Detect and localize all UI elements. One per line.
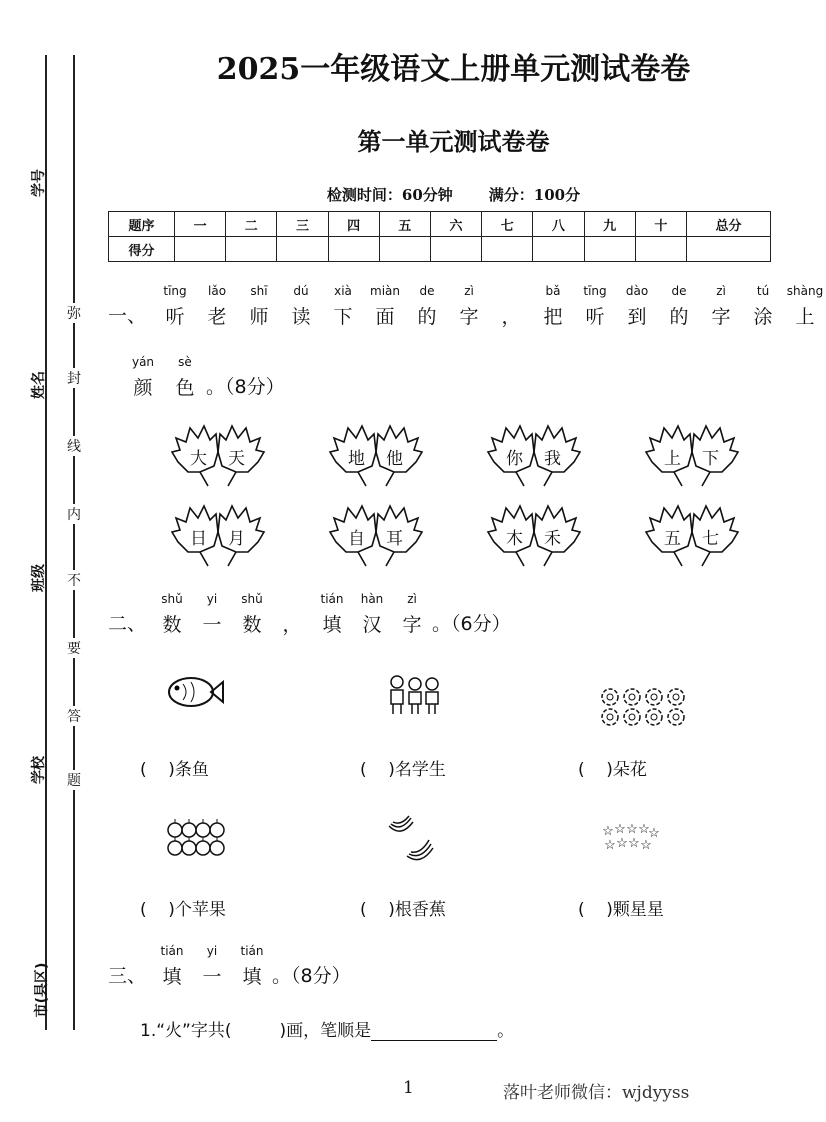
count-answer-item[interactable]: ( )个苹果 xyxy=(140,900,226,920)
leaf-char[interactable]: 禾 xyxy=(544,529,561,549)
count-answer-item[interactable]: ( )根香蕉 xyxy=(360,900,446,920)
bananas-picture xyxy=(385,812,440,864)
leaf-char[interactable]: 下 xyxy=(702,449,719,469)
leaf-char[interactable]: 大 xyxy=(190,449,207,469)
hanzi: 字 xyxy=(711,306,731,328)
section-1-heading-cont xyxy=(122,355,285,399)
pinyin-char xyxy=(152,944,192,988)
score-cell[interactable] xyxy=(533,237,584,262)
pinyin-char xyxy=(392,592,432,636)
question-text: 。 xyxy=(497,1021,515,1041)
pinyin: tīng xyxy=(583,284,607,298)
hanzi: 色 xyxy=(175,377,195,399)
section-number: 二、 xyxy=(108,613,147,635)
leaf-icon xyxy=(486,502,582,572)
score-cell[interactable] xyxy=(226,237,277,262)
svg-text:☆: ☆ xyxy=(638,822,650,837)
score-cell[interactable] xyxy=(175,237,226,262)
leaf-char[interactable]: 地 xyxy=(348,449,365,469)
pinyin: de xyxy=(419,284,435,298)
leaf-char[interactable]: 五 xyxy=(664,529,681,549)
pinyin-char xyxy=(406,284,448,328)
score-table xyxy=(108,211,771,262)
student-field-label: 班级 xyxy=(31,564,47,592)
student-field-label: 姓名 xyxy=(31,371,47,399)
hanzi: 数 xyxy=(242,614,262,636)
hanzi: 颜 xyxy=(133,377,153,399)
leaf-pair[interactable] xyxy=(486,422,582,492)
pinyin: lǎo xyxy=(208,284,227,298)
svg-text:☆: ☆ xyxy=(628,836,640,851)
pinyin-char xyxy=(196,284,238,328)
leaf-char[interactable]: 日 xyxy=(190,529,207,549)
pinyin: tú xyxy=(756,284,770,298)
row-label: 得分 xyxy=(109,237,175,262)
leaf-icon xyxy=(328,502,424,572)
seal-line-char: 弥 xyxy=(65,303,83,323)
table-header-cell: 八 xyxy=(533,212,584,237)
table-header-cell: 题序 xyxy=(109,212,175,237)
pinyin: dào xyxy=(625,284,649,298)
pinyin-char xyxy=(122,355,164,399)
leaf-char[interactable]: 月 xyxy=(228,529,245,549)
leaf-icon xyxy=(486,422,582,492)
pinyin-char xyxy=(238,284,280,328)
leaf-char[interactable]: 天 xyxy=(228,449,245,469)
pinyin: bǎ xyxy=(545,284,561,298)
pinyin: de xyxy=(671,284,687,298)
score-cell[interactable] xyxy=(379,237,430,262)
pinyin-char xyxy=(700,284,742,328)
count-answer-item[interactable]: ( )名学生 xyxy=(360,760,446,780)
table-header-cell: 九 xyxy=(584,212,635,237)
question-text: 1.“火”字共( xyxy=(140,1021,232,1041)
score-cell[interactable] xyxy=(430,237,481,262)
pinyin-char xyxy=(312,592,352,636)
question-text: )画，笔顺是 xyxy=(279,1021,372,1041)
pinyin-char xyxy=(192,592,232,636)
leaf-icon xyxy=(328,422,424,492)
hanzi: 听 xyxy=(585,306,605,328)
pinyin: shàng xyxy=(786,284,824,298)
pinyin-char xyxy=(164,355,206,399)
svg-text:☆: ☆ xyxy=(616,836,628,851)
student-field-blank[interactable] xyxy=(40,428,48,548)
section-1-heading xyxy=(108,284,826,328)
hanzi: ， xyxy=(501,306,521,328)
pinyin: shǔ xyxy=(161,592,183,606)
pinyin: sè xyxy=(178,355,192,369)
exam-info xyxy=(0,184,817,205)
hanzi: 数 xyxy=(162,614,182,636)
hanzi: 面 xyxy=(375,306,395,328)
table-header-cell: 总分 xyxy=(687,212,771,237)
student-field-blank[interactable] xyxy=(40,840,48,960)
leaf-pair[interactable] xyxy=(328,502,424,572)
pinyin-char xyxy=(616,284,658,328)
hanzi: ， xyxy=(282,614,302,636)
table-header-cell: 六 xyxy=(430,212,481,237)
table-header-cell: 三 xyxy=(277,212,328,237)
pinyin: yán xyxy=(131,355,155,369)
table-header-cell: 一 xyxy=(175,212,226,237)
score-cell[interactable] xyxy=(687,237,771,262)
table-header-cell: 四 xyxy=(328,212,379,237)
score-cell[interactable] xyxy=(277,237,328,262)
hanzi: 师 xyxy=(249,306,269,328)
pinyin: zì xyxy=(407,592,417,606)
hanzi: 的 xyxy=(669,306,689,328)
leaf-char[interactable]: 我 xyxy=(544,449,561,469)
leaf-char[interactable]: 他 xyxy=(386,449,403,469)
svg-text:☆: ☆ xyxy=(604,838,616,853)
leaf-pair[interactable] xyxy=(170,422,266,492)
leaf-pair[interactable] xyxy=(486,502,582,572)
stroke-order-blank[interactable] xyxy=(371,1019,497,1041)
pinyin-char xyxy=(742,284,784,328)
pinyin: hàn xyxy=(360,592,384,606)
score-cell[interactable] xyxy=(328,237,379,262)
leaf-char[interactable]: 自 xyxy=(348,529,365,549)
pinyin-char xyxy=(448,284,490,328)
pinyin-char xyxy=(574,284,616,328)
leaf-char[interactable]: 七 xyxy=(702,529,719,549)
seal-line-char: 不 xyxy=(65,570,83,590)
seal-line-char: 要 xyxy=(65,638,83,658)
hanzi: 的 xyxy=(417,306,437,328)
pinyin: tián xyxy=(160,944,184,958)
leaf-pair[interactable] xyxy=(644,502,740,572)
footer-note: 落叶老师微信：wjdyyss xyxy=(503,1083,690,1103)
student-field-blank[interactable] xyxy=(40,620,48,740)
pinyin: tīng xyxy=(163,284,187,298)
hanzi: 填 xyxy=(322,614,342,636)
seal-line-char: 答 xyxy=(65,706,83,726)
seal-line-char: 封 xyxy=(65,368,83,388)
pinyin: tián xyxy=(240,944,264,958)
svg-text:☆: ☆ xyxy=(602,824,614,839)
table-header-cell: 七 xyxy=(482,212,533,237)
student-field-blank[interactable] xyxy=(40,235,48,355)
pinyin-char xyxy=(232,592,272,636)
pinyin: shī xyxy=(250,284,268,298)
leaf-char[interactable]: 你 xyxy=(506,449,523,469)
student-field-label: 学号 xyxy=(31,169,47,197)
hanzi: 把 xyxy=(543,306,563,328)
pinyin: zì xyxy=(464,284,474,298)
count-answer-item[interactable]: ( )条鱼 xyxy=(140,760,209,780)
pinyin: zì xyxy=(716,284,726,298)
table-header-cell: 十 xyxy=(635,212,686,237)
count-answer-item[interactable]: ( )朵花 xyxy=(578,760,647,780)
leaf-char[interactable]: 木 xyxy=(506,529,523,549)
svg-text:☆: ☆ xyxy=(640,838,652,853)
pinyin: tián xyxy=(320,592,344,606)
svg-text:☆: ☆ xyxy=(626,822,638,837)
page-number: 1 xyxy=(403,1078,414,1098)
leaf-icon xyxy=(644,502,740,572)
pinyin-char xyxy=(364,284,406,328)
score-cell[interactable] xyxy=(482,237,533,262)
leaf-icon xyxy=(170,422,266,492)
full-score: 满分：100分 xyxy=(488,186,581,204)
pinyin: miàn xyxy=(370,284,400,298)
section-score: 。（6分） xyxy=(432,613,511,635)
hanzi: 一 xyxy=(202,966,222,988)
pinyin: shǔ xyxy=(241,592,263,606)
pinyin: xià xyxy=(334,284,352,298)
unit-title: 第一单元测试卷卷 xyxy=(357,127,550,156)
pinyin-char xyxy=(532,284,574,328)
question-3-1 xyxy=(140,1016,514,1041)
leaf-pair[interactable] xyxy=(170,502,266,572)
pinyin-char xyxy=(152,592,192,636)
seal-line-char: 线 xyxy=(65,436,83,456)
score-cell[interactable] xyxy=(635,237,686,262)
pinyin-char xyxy=(192,944,232,988)
hanzi: 下 xyxy=(333,306,353,328)
pinyin-char xyxy=(490,284,532,328)
leaf-pair[interactable] xyxy=(328,422,424,492)
leaf-icon xyxy=(170,502,266,572)
hanzi: 字 xyxy=(402,614,422,636)
pinyin-char xyxy=(280,284,322,328)
students-picture xyxy=(385,672,445,717)
hanzi: 读 xyxy=(291,306,311,328)
hanzi: 听 xyxy=(165,306,185,328)
hanzi: 老 xyxy=(207,306,227,328)
section-score: 。（8分） xyxy=(206,376,285,398)
section-3-heading xyxy=(108,944,351,988)
hanzi: 到 xyxy=(627,306,647,328)
pinyin-char xyxy=(784,284,826,328)
seal-line-char: 题 xyxy=(65,770,83,790)
leaf-char[interactable]: 耳 xyxy=(386,529,403,549)
apples-picture xyxy=(165,818,225,860)
student-field-label: 市(县区) xyxy=(34,962,50,1018)
pinyin: yi xyxy=(206,592,218,606)
count-answer-item[interactable]: ( )颗星星 xyxy=(578,900,664,920)
score-cell[interactable] xyxy=(584,237,635,262)
pinyin-char xyxy=(272,592,312,636)
leaf-char[interactable]: 上 xyxy=(664,449,681,469)
svg-text:☆: ☆ xyxy=(648,826,660,841)
pinyin-char xyxy=(352,592,392,636)
pinyin: yi xyxy=(206,944,218,958)
pinyin-char xyxy=(658,284,700,328)
section-number: 三、 xyxy=(108,965,147,987)
hanzi: 填 xyxy=(162,966,182,988)
student-field-label: 学校 xyxy=(31,756,47,784)
pinyin-char xyxy=(154,284,196,328)
hanzi: 字 xyxy=(459,306,479,328)
svg-text:☆: ☆ xyxy=(614,822,626,837)
leaf-pair[interactable] xyxy=(644,422,740,492)
pinyin: dú xyxy=(293,284,309,298)
hanzi: 上 xyxy=(795,306,815,328)
flowers-picture xyxy=(598,685,694,729)
section-score: 。（8分） xyxy=(272,965,351,987)
page-title: 2025一年级语文上册单元测试卷卷 xyxy=(216,52,691,87)
leaf-icon xyxy=(644,422,740,492)
hanzi: 涂 xyxy=(753,306,773,328)
seal-line-char: 内 xyxy=(65,504,83,524)
table-header-cell: 二 xyxy=(226,212,277,237)
pinyin-char xyxy=(232,944,272,988)
stars-picture xyxy=(600,820,660,854)
hanzi: 填 xyxy=(242,966,262,988)
hanzi: 汉 xyxy=(362,614,382,636)
time-limit: 检测时间：60分钟 xyxy=(326,186,453,204)
table-header-cell: 五 xyxy=(379,212,430,237)
fish-picture xyxy=(163,670,225,715)
section-number: 一、 xyxy=(108,305,147,327)
pinyin-char xyxy=(322,284,364,328)
hanzi: 一 xyxy=(202,614,222,636)
section-2-heading xyxy=(108,592,511,636)
